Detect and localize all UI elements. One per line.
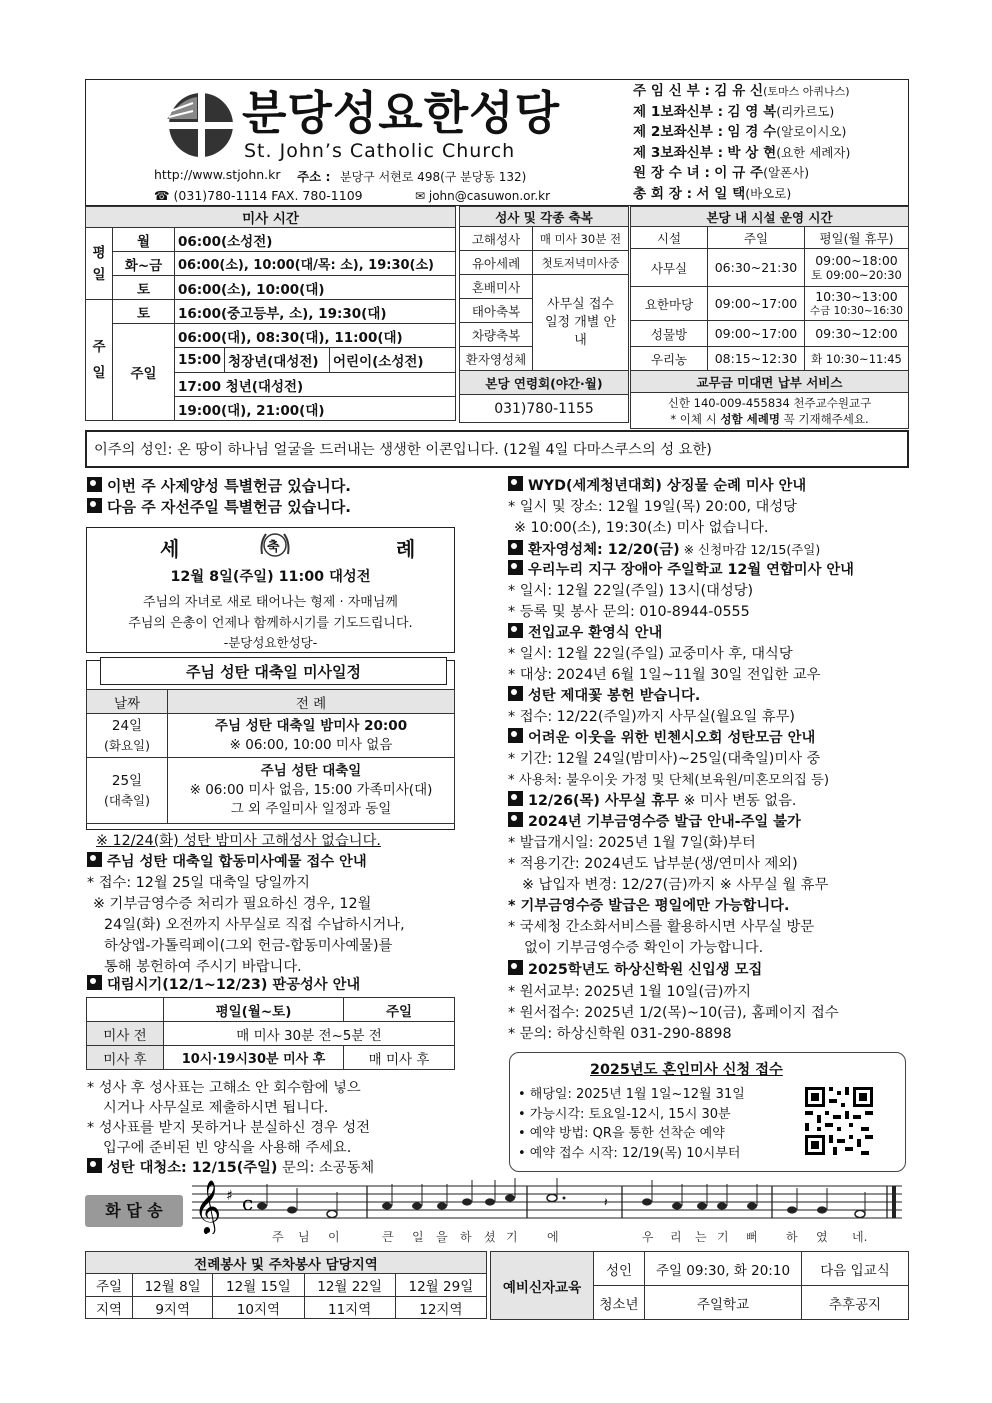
- facility-title: 본당 내 시설 운영 시간: [631, 207, 909, 227]
- svg-text:𝄽: 𝄽: [604, 1195, 608, 1209]
- christmas-schedule-table: [86, 689, 455, 824]
- website-url[interactable]: http://www.stjohn.kr: [154, 167, 281, 182]
- section-wyd-mass: WYD(세계청년대회) 상징물 순례 미사 안내: [508, 476, 806, 497]
- svg-text:𝄞: 𝄞: [194, 1179, 222, 1233]
- mass-time: 06:00(소성전): [175, 228, 456, 252]
- joint-mass-line: 통해 봉헌하여 주시기 바랍니다.: [104, 959, 302, 975]
- church-name-english: St. John’s Catholic Church: [244, 140, 516, 162]
- xmas-day: (화요일): [104, 737, 150, 753]
- wedding-detail: • 해당일: 2025년 1월 1일~12월 31일: [518, 1087, 745, 1102]
- lyric-syllable: 셨: [484, 1230, 496, 1244]
- baptism-title-left: 세: [160, 537, 180, 561]
- lyric-syllable: 는: [695, 1230, 707, 1244]
- mass-time: 17:00 청년(대성전): [175, 373, 456, 397]
- joint-mass-line: * 접수: 12월 25일 대축일 당일까지: [87, 875, 310, 891]
- xmas-mass: 주님 성탄 대축일: [260, 763, 362, 779]
- facility-weekday: 토 09:00~20:30: [811, 267, 902, 282]
- clergy-row: 총 회 장 : 서 일 택(바오로): [633, 185, 792, 202]
- confession-note: * 성사표를 받지 못하거나 분실하신 경우 성전: [87, 1120, 371, 1136]
- church-name-korean: 분당성요한성당: [242, 86, 561, 140]
- svg-text:♯: ♯: [226, 1188, 233, 1204]
- song-lyrics: [192, 1228, 904, 1246]
- mass-day: 토: [113, 300, 175, 324]
- section-icon: [508, 812, 523, 827]
- clergy-row: 제 1보좌신부 : 김 영 복(리카르도): [633, 103, 835, 120]
- clergy-row: 원 장 수 녀 : 이 규 주(알폰사): [633, 165, 810, 181]
- address-label: 주소 :: [297, 169, 331, 184]
- section-icon: [508, 728, 523, 743]
- music-staff: [192, 1178, 904, 1234]
- sacrament-item: 유아세례: [460, 251, 533, 275]
- responsorial-psalm-label: 화 답 송: [85, 1195, 183, 1227]
- vincent-line: * 기간: 12월 24일(밤미사)~25일(대축일)미사 중: [508, 751, 821, 767]
- catechumen-time: 주일 09:30, 화 20:10: [645, 1252, 802, 1286]
- section-office-closed: 12/26(목) 사무실 휴무 ※ 미사 변동 없음.: [508, 791, 796, 812]
- duty-cell: 9지역: [133, 1297, 213, 1319]
- mass-day: 주일: [113, 324, 175, 421]
- sacrament-item: 고해성사: [460, 227, 533, 251]
- wedding-mass-details: [518, 1085, 745, 1163]
- mass-day: 토: [113, 276, 175, 300]
- sunday-label: 주일: [86, 300, 113, 421]
- confession-row-label: 미사 전: [87, 1022, 164, 1046]
- mass-time: 청장년(대성전): [224, 348, 329, 372]
- vincent-line: * 사용처: 불우이웃 가정 및 단체(보육원/미혼모의집 등): [508, 773, 830, 788]
- donation-receipt-line: * 국세청 간소화서비스를 활용하시면 사무실 방문: [508, 919, 815, 935]
- seminary-line: * 원서접수: 2025년 1/2(목)~10(금), 홈페이지 접수: [508, 1005, 839, 1021]
- payment-account: 신한 140-009-455834 천주교수원교구: [667, 395, 872, 410]
- mass-time: 19:00(대), 21:00(대): [175, 397, 456, 421]
- facility-header: 주일: [708, 227, 805, 249]
- mass-time: 06:00(대), 08:30(대), 11:00(대): [175, 324, 456, 348]
- duty-cell: 12지역: [395, 1297, 486, 1319]
- xmas-date: 25일: [111, 772, 143, 789]
- seminary-line: * 문의: 하상신학원 031-290-8898: [508, 1026, 732, 1042]
- altar-flowers-line: * 접수: 12/22(주일)까지 사무실(월요일 휴무): [508, 709, 796, 725]
- lyric-syllable: 네.: [852, 1230, 868, 1244]
- facility-weekday: 화 10:30~11:45: [805, 347, 909, 371]
- lyric-syllable: 기: [506, 1230, 518, 1244]
- clergy-row: 주 임 신 부 : 김 유 신(토마스 아퀴나스): [633, 83, 850, 99]
- wedding-mass-title: 2025년도 혼인미사 신청 접수: [590, 1062, 783, 1078]
- notice-icon: [87, 477, 102, 492]
- disabled-school-line: * 등록 및 봉사 문의: 010-8944-0555: [508, 604, 750, 620]
- weekday-label: 평일: [86, 228, 113, 300]
- donation-receipt-line: * 기부금영수증 발급은 평일에만 가능합니다.: [508, 898, 790, 914]
- xmas-note: ※ 06:00, 10:00 미사 없음: [229, 736, 393, 753]
- wyd-line: ※ 10:00(소), 19:30(소) 미사 없습니다.: [514, 520, 769, 536]
- confession-time: 10시·19시30분 미사 후: [164, 1046, 344, 1070]
- wedding-detail: • 예약 방법: QR을 통한 선착순 예약: [518, 1126, 725, 1141]
- church-logo: [163, 89, 235, 161]
- xmas-header: 전 례: [168, 690, 455, 714]
- baptism-signature: -분당성요한성당-: [223, 635, 318, 650]
- sacrament-item: 차량축복: [460, 323, 533, 347]
- lyric-syllable: 님: [298, 1230, 310, 1244]
- xmas-note: 그 외 주일미사 일정과 동일: [230, 801, 392, 817]
- facility-name: 사무실: [631, 249, 708, 287]
- duty-cell: 12월 22일: [304, 1274, 395, 1297]
- mass-time: 어린이(소성전): [332, 354, 424, 370]
- facility-name: 우리농: [631, 347, 708, 371]
- clergy-list: [633, 82, 909, 204]
- clergy-row: 제 2보좌신부 : 임 경 수(알로이시오): [633, 124, 847, 140]
- facility-name: 성물방: [631, 321, 708, 347]
- facility-header: 시설: [631, 227, 708, 249]
- baptism-message-1: 주님의 자녀로 새로 태어나는 형제 · 자매님께: [143, 595, 398, 610]
- duty-cell: 11지역: [304, 1297, 395, 1319]
- baptism-title-right: 례: [396, 537, 416, 561]
- section-icon: [508, 791, 523, 806]
- section-sick-communion: 환자영성체: 12/20(금) ※ 신청마감 12/15(주일): [508, 539, 820, 561]
- joint-mass-line: 24일(화) 오전까지 사무실로 직접 수납하시거나,: [104, 917, 405, 933]
- xmas-date: 24일: [111, 717, 143, 734]
- sacrament-time: 매 미사 30분 전: [533, 227, 629, 251]
- duty-cell: 12월 29일: [395, 1274, 486, 1297]
- lyric-syllable: 기: [717, 1230, 729, 1244]
- donation-receipt-line: ※ 납입자 변경: 12/27(금)까지 ※ 사무실 월 휴무: [522, 877, 829, 893]
- catechumen-table: [490, 1251, 909, 1320]
- donation-receipt-line: 없이 기부금영수증 확인이 가능합니다.: [524, 940, 764, 956]
- duty-cell: 12월 15일: [213, 1274, 304, 1297]
- facility-sunday: 08:15~12:30: [708, 347, 805, 371]
- section-joint-mass-offering: 주님 성탄 대축일 합동미사예물 접수 안내: [87, 852, 367, 873]
- sacrament-table: [459, 206, 629, 423]
- section-hasang-seminary: 2025학년도 하상신학원 신입생 모집: [508, 960, 762, 981]
- section-disabled-school-mass: 우리누리 지구 장애아 주일학교 12월 연합미사 안내: [508, 560, 854, 581]
- facility-weekday: 10:30~13:00: [815, 288, 898, 304]
- sacrament-item: 혼배미사: [460, 275, 533, 299]
- section-icon: [508, 560, 523, 575]
- lyric-syllable: 큰: [382, 1230, 394, 1244]
- mass-time: 06:00(소), 10:00(대/목: 소), 19:30(소): [175, 252, 456, 276]
- lyric-syllable: 하: [786, 1230, 798, 1244]
- svg-text:c: c: [242, 1191, 254, 1215]
- section-icon: [508, 476, 523, 491]
- lyric-syllable: 우: [642, 1230, 654, 1244]
- wedding-detail: • 가능시각: 토요일-12시, 15시 30분: [518, 1106, 731, 1122]
- seminary-line: * 원서교부: 2025년 1월 10일(금)까지: [508, 984, 752, 1000]
- lyric-syllable: 일: [412, 1230, 424, 1244]
- section-christmas-cleanup: 성탄 대청소: 12/15(주일) 문의: 소공동체: [87, 1158, 374, 1179]
- mass-time: 06:00(소), 10:00(대): [175, 276, 456, 300]
- wedding-detail: • 예약 접수 시작: 12/19(목) 10시부터: [518, 1145, 741, 1161]
- section-icon: [87, 852, 102, 867]
- mass-title: 미사 시간: [86, 207, 456, 228]
- donation-receipt-line: * 적용기간: 2024년도 납부분(생/연미사 제외): [508, 856, 798, 872]
- lyric-syllable: 하: [460, 1230, 472, 1244]
- notice-charity-offering: 다음 주 자선주일 특별헌금 있습니다.: [87, 497, 351, 518]
- mass-day: 월: [113, 228, 175, 252]
- wedding-qr-code-icon[interactable]: [803, 1085, 875, 1157]
- mass-time-table: [85, 206, 456, 421]
- confession-header: 평일(월~토): [164, 998, 344, 1022]
- catechumen-group: 청소년: [594, 1286, 645, 1320]
- mass-time: 15:00: [175, 348, 224, 372]
- christmas-schedule-title: 주님 성탄 대축일 미사일정: [185, 663, 362, 681]
- catechumen-label: 예비신자교육: [491, 1252, 594, 1320]
- section-icon: [87, 1158, 102, 1173]
- lyric-syllable: 리: [670, 1230, 682, 1244]
- duty-cell: 주일: [86, 1274, 133, 1297]
- facility-sunday: 09:00~17:00: [708, 287, 805, 321]
- facility-name: 요한마당: [631, 287, 708, 321]
- phone-fax: ☎ (031)780-1114 FAX. 780-1109: [154, 188, 363, 203]
- wyd-line: * 일시 및 장소: 12월 19일(목) 20:00, 대성당: [508, 499, 797, 515]
- section-advent-confession: 대림시기(12/1~12/23) 판공성사 안내: [87, 975, 360, 996]
- section-icon: [508, 540, 523, 555]
- section-icon: [508, 623, 523, 638]
- lyric-syllable: 뻐: [746, 1230, 758, 1244]
- section-altar-flowers: 성탄 제대꽃 봉헌 받습니다.: [508, 686, 700, 707]
- notice-icon: [87, 498, 102, 513]
- notice-seminarian-offering: 이번 주 사제양성 특별헌금 있습니다.: [87, 476, 351, 497]
- facility-sunday: 06:30~21:30: [708, 249, 805, 287]
- lyric-syllable: 이: [328, 1230, 340, 1244]
- catechumen-group: 성인: [594, 1252, 645, 1286]
- council-phone: 031)780-1155: [460, 395, 629, 423]
- joint-mass-line: ※ 기부금영수증 처리가 필요하신 경우, 12월: [93, 896, 372, 912]
- email[interactable]: ✉ john@casuwon.or.kr: [415, 189, 551, 203]
- section-donation-receipt: 2024년 기부금영수증 발급 안내-주일 불가: [508, 812, 801, 833]
- lyric-syllable: 에: [547, 1230, 559, 1244]
- council-title: 본당 연령회(야간·월): [460, 371, 629, 395]
- facility-table: [630, 206, 909, 429]
- duty-area-table: [85, 1251, 487, 1319]
- confession-row-label: 미사 후: [87, 1046, 164, 1070]
- baptism-emblem-icon: [258, 528, 292, 562]
- payment-title: 교무금 미대면 납부 서비스: [631, 371, 909, 393]
- duty-title: 전례봉사 및 주차봉사 담당지역: [86, 1252, 487, 1274]
- section-vincent-fundraising: 어려운 이웃을 위한 빈첸시오회 성탄모금 안내: [508, 728, 815, 749]
- section-icon: [87, 975, 102, 990]
- confession-note: * 성사 후 성사표는 고해소 안 회수함에 넣으: [87, 1080, 361, 1096]
- newcomer-line: * 대상: 2024년 6월 1일~11월 30일 전입한 교우: [508, 667, 821, 683]
- confession-note: 입구에 준비된 빈 양식을 사용해 주세요.: [103, 1140, 352, 1156]
- xmas-confession-note: ※ 12/24(화) 성탄 밤미사 고해성사 없습니다.: [96, 833, 381, 849]
- mass-time: 16:00(중고등부, 소), 19:30(대): [175, 300, 456, 324]
- next-entrance-label: 다음 입교식: [802, 1252, 909, 1286]
- duty-cell: 12월 8일: [133, 1274, 213, 1297]
- saint-of-week-text: 이주의 성인: 온 땅이 하나님 얼굴을 드러내는 생생한 이콘입니다. (12월 4일 다마스쿠스의 성 요한): [94, 442, 712, 458]
- sacrament-item: 태아축복: [460, 299, 533, 323]
- duty-cell: 지역: [86, 1297, 133, 1319]
- baptism-date: 12월 8일(주일) 11:00 대성전: [170, 569, 371, 585]
- address: 분당구 서현로 498(구 분당동 132): [340, 170, 527, 184]
- lyric-syllable: 였: [816, 1230, 828, 1244]
- xmas-note: ※ 06:00 미사 없음, 15:00 가족미사(대): [189, 782, 433, 798]
- facility-weekday: 09:00~18:00: [815, 252, 898, 268]
- lyric-syllable: 주: [272, 1230, 284, 1244]
- facility-weekday: 수금 10:30~16:30: [810, 304, 903, 317]
- xmas-day: (대축일): [104, 792, 150, 808]
- baptism-emblem-text: 축: [267, 540, 280, 555]
- confession-note: 시거나 사무실로 제출하시면 됩니다.: [103, 1100, 329, 1116]
- facility-weekday: 09:30~12:00: [805, 321, 909, 347]
- facility-header: 평일(월 휴무): [805, 227, 909, 249]
- catechumen-time: 주일학교: [645, 1286, 802, 1320]
- xmas-mass: 주님 성탄 대축일 밤미사 20:00: [214, 717, 408, 734]
- confession-time: 매 미사 후: [344, 1046, 455, 1070]
- duty-cell: 10지역: [213, 1297, 304, 1319]
- sacrament-time: 첫토저녁미사중: [533, 251, 629, 275]
- xmas-header: 날짜: [87, 690, 168, 714]
- lyric-syllable: 을: [436, 1230, 448, 1244]
- sacrament-item: 환자영성체: [460, 347, 533, 371]
- donation-receipt-line: * 발급개시일: 2025년 1월 7일(화)부터: [508, 835, 756, 851]
- baptism-message-2: 주님의 은총이 언제나 함께하시기를 기도드립니다.: [128, 616, 413, 631]
- confession-header: 주일: [344, 998, 455, 1022]
- confession-schedule-table: [86, 997, 455, 1070]
- confession-time: 매 미사 30분 전~5분 전: [164, 1022, 455, 1046]
- sacrament-title: 성사 및 각종 축복: [460, 207, 629, 227]
- payment-note: * 이체 시 성함 세례명 꼭 기재해주세요.: [670, 411, 869, 426]
- newcomer-line: * 일시: 12월 22일(주일) 교중미사 후, 대식당: [508, 646, 793, 662]
- section-icon: [508, 960, 523, 975]
- clergy-row: 제 3보좌신부 : 박 상 현(요한 세례자): [633, 144, 851, 161]
- section-icon: [508, 686, 523, 701]
- mass-day: 화~금: [113, 252, 175, 276]
- section-newcomer-welcome: 전입교우 환영식 안내: [508, 623, 662, 644]
- next-entrance-value: 추후공지: [802, 1286, 909, 1320]
- facility-sunday: 09:00~17:00: [708, 321, 805, 347]
- joint-mass-line: 하상앱-가톨릭페이(그외 헌금-합동미사예물)를: [104, 938, 393, 954]
- disabled-school-line: * 일시: 12월 22일(주일) 13시(대성당): [508, 583, 754, 599]
- sacrament-office-note: 사무실 접수 일정 개별 안내: [533, 275, 629, 371]
